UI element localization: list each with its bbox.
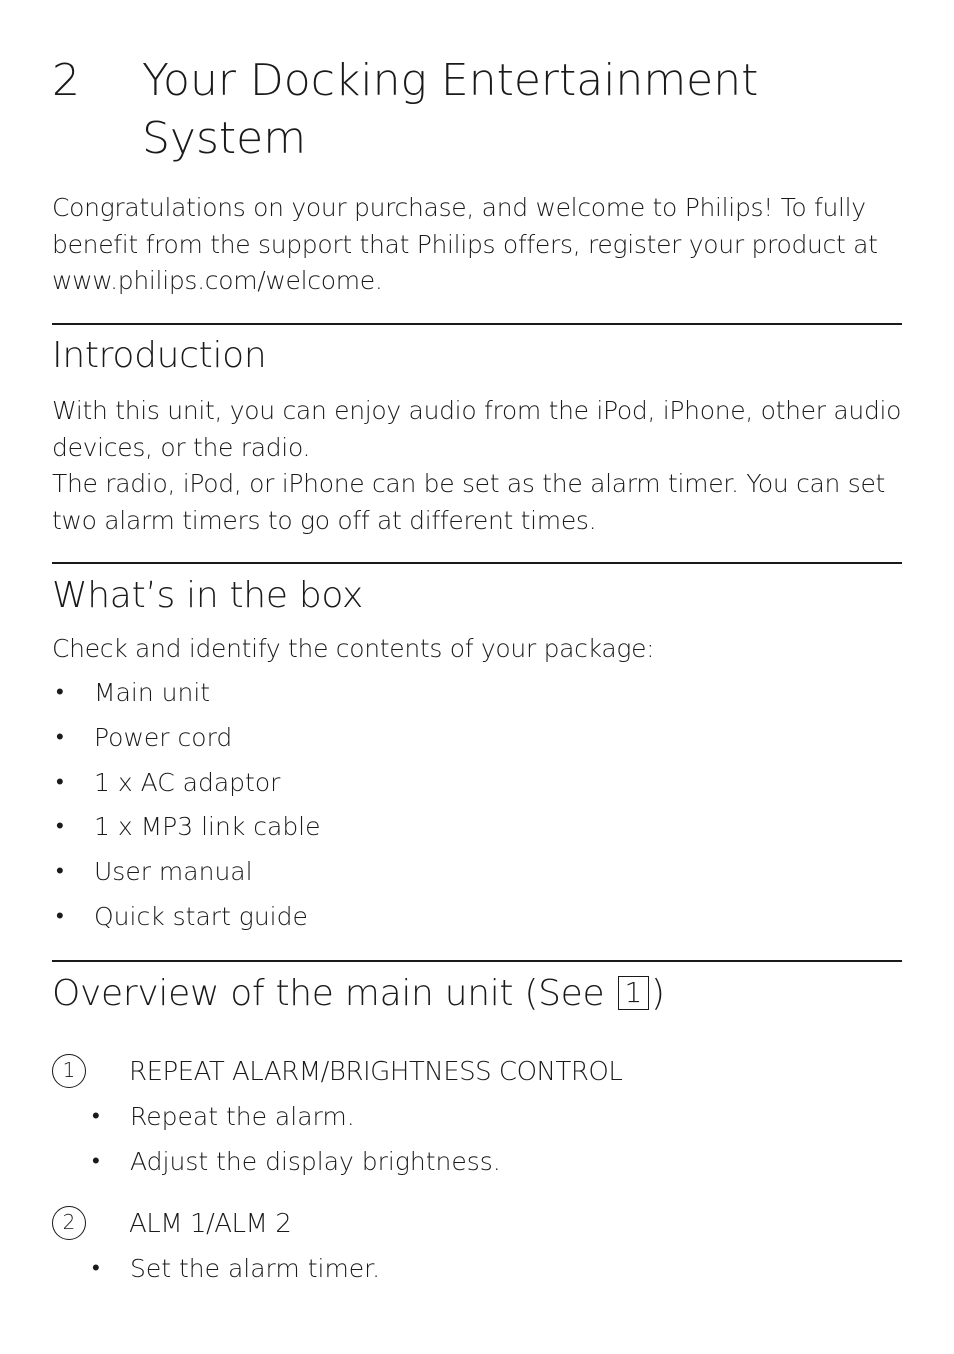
chapter-number: 2 (52, 55, 80, 106)
control-label: REPEAT ALARM/BRIGHTNESS CONTROL (129, 1057, 623, 1087)
section-title-whats-in-the-box: What’s in the box (52, 575, 363, 616)
box-contents-list-wrap (56, 678, 896, 947)
introduction-paragraph: With this unit, you can enjoy audio from the iPod, iPhone, other audio devices, or the radio. (52, 396, 902, 462)
chapter-title: Your Docking Entertainment System (142, 55, 759, 164)
control-functions-list (92, 1102, 892, 1192)
bullet-icon: • (92, 1256, 100, 1281)
section-divider (52, 562, 902, 564)
section-divider (52, 960, 902, 962)
bullet-icon: • (56, 680, 64, 705)
box-contents-list (56, 678, 896, 947)
figure-reference-box: 1 (618, 976, 650, 1010)
bullet-icon: • (92, 1104, 100, 1129)
welcome-paragraph-block (52, 190, 902, 300)
control-functions-list (92, 1254, 892, 1299)
bullet-icon: • (92, 1148, 100, 1174)
list-item (56, 678, 896, 723)
bullet-icon: • (56, 724, 64, 750)
list-item (56, 812, 896, 857)
list-item (92, 1254, 892, 1299)
introduction-paragraph: The radio, iPod, or iPhone can be set as the alarm timer. You can set two alarm timers to go off at different times. (52, 469, 886, 535)
overview-title-suffix: ) (651, 973, 665, 1014)
list-item-text: 1 x MP3 link cable (94, 812, 321, 842)
list-item (56, 723, 896, 768)
functions-list (92, 1254, 892, 1299)
list-item (92, 1147, 892, 1192)
list-item (56, 902, 896, 947)
bullet-icon: • (56, 814, 64, 840)
list-item-text: Main unit (94, 678, 211, 707)
bullet-icon: • (56, 769, 64, 795)
section-title-overview (52, 972, 665, 1016)
list-item-text: Quick start guide (94, 901, 308, 931)
list-item (56, 768, 896, 813)
control-label: ALM 1/ALM 2 (129, 1209, 292, 1239)
control-item-repeat-alarm (52, 1052, 902, 1092)
section-title-introduction: Introduction (52, 335, 267, 376)
overview-title-text: Overview of the main unit (See (52, 973, 616, 1014)
functions-list (92, 1102, 892, 1192)
list-item-text: Power cord (94, 722, 233, 752)
list-item (56, 857, 896, 902)
bullet-icon: • (56, 859, 64, 885)
introduction-body (52, 393, 902, 539)
circled-number: 1 (52, 1054, 86, 1088)
control-item-alarm (52, 1204, 902, 1244)
list-item (92, 1102, 892, 1147)
list-item-text: User manual (94, 857, 253, 887)
section-divider (52, 323, 902, 325)
list-item-text: 1 x AC adaptor (94, 767, 281, 797)
circled-number: 2 (52, 1206, 86, 1240)
bullet-icon: • (56, 903, 64, 929)
list-item-text: Set the alarm timer. (130, 1254, 381, 1283)
list-item-text: Repeat the alarm. (130, 1102, 355, 1131)
list-item-text: Adjust the display brightness. (130, 1146, 501, 1176)
welcome-paragraph: Congratulations on your purchase, and welcome to Philips! To fully benefit from the support that Philips offers, register your product at www.philips.com/welcome. (52, 193, 878, 295)
box-contents-lead: Check and identify the contents of your package: (52, 634, 655, 663)
